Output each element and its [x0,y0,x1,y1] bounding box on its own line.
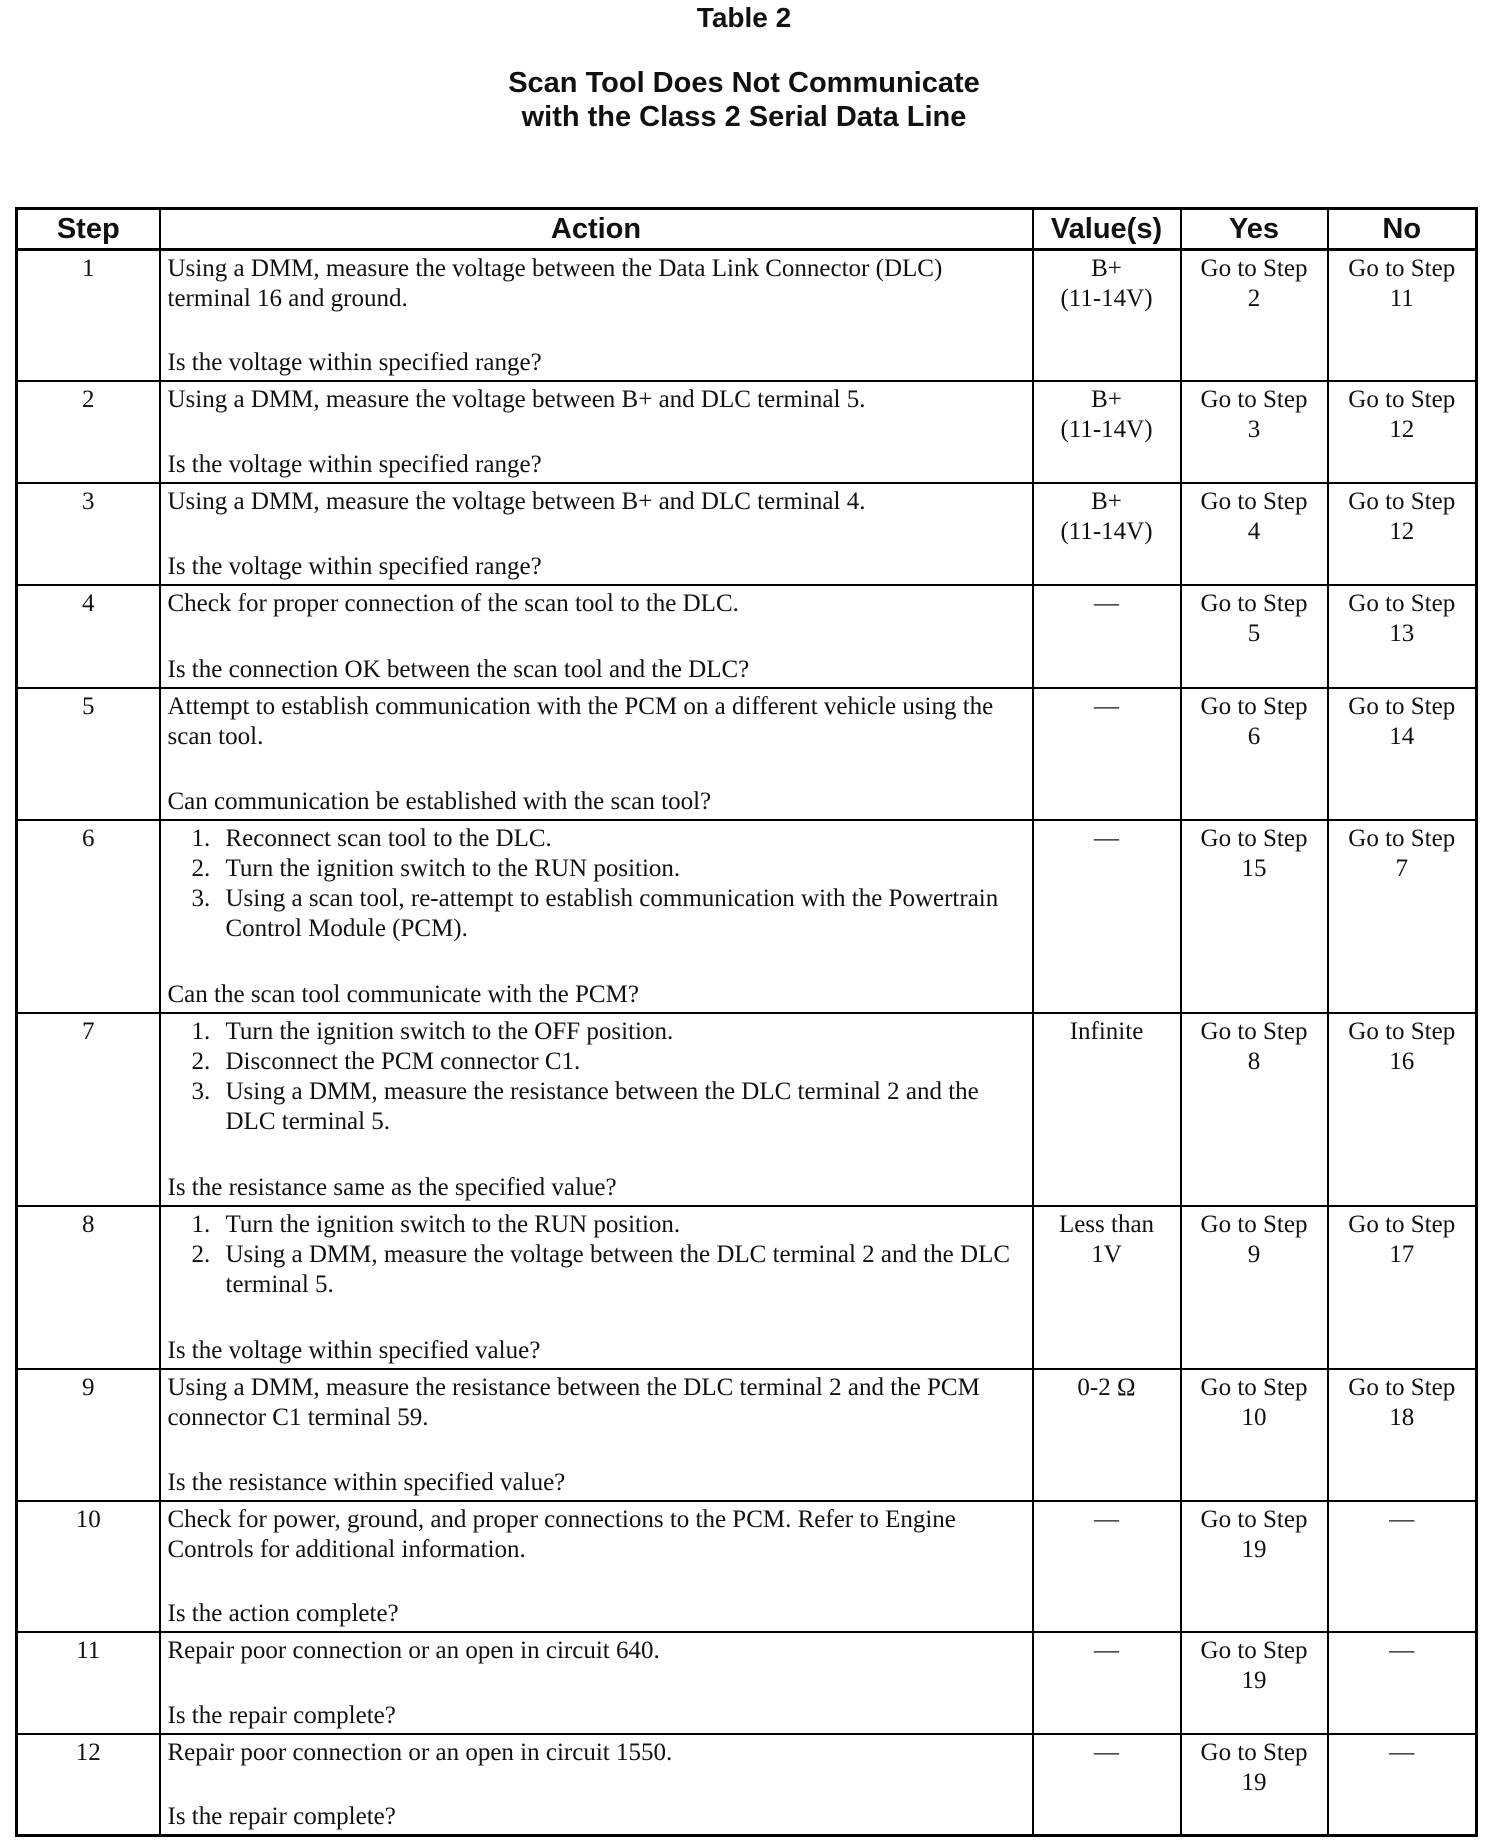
action-question: Is the voltage within specified value? [167,1336,541,1364]
action-list-item [168,1047,1025,1077]
action-list-item [168,1240,1025,1300]
no-cell [1328,820,1477,1013]
value-cell [1033,1632,1181,1734]
value-cell [1033,250,1181,381]
list-number: 3. [191,1077,211,1105]
no-line: 16 [1389,1047,1415,1075]
value-line: — [1094,1738,1119,1766]
yes-line: Go to Step [1200,1017,1308,1045]
column-header-step: Step [17,209,160,250]
table-row [17,1369,1477,1501]
action-text: Attempt to establish communication with the PCM on a different vehicle using the scan tool. [167,692,994,750]
no-cell [1328,1013,1477,1206]
table-title [0,66,1488,134]
list-text: Using a DMM, measure the voltage between the DLC terminal 2 and the DLC terminal 5. [225,1240,1011,1298]
yes-line: Go to Step [1200,385,1308,413]
yes-line: Go to Step [1200,824,1308,852]
action-text: Check for power, ground, and proper connections to the PCM. Refer to Engine Controls for additional information. [167,1505,956,1563]
action-cell [160,820,1033,1013]
action-question: Is the voltage within specified range? [167,348,542,376]
yes-line: 19 [1241,1768,1267,1796]
action-cell [160,381,1033,483]
action-text: Using a DMM, measure the resistance between the DLC terminal 2 and the PCM connector C1 terminal 59. [167,1373,980,1431]
step-number: 6 [17,820,160,1013]
action-cell [160,1632,1033,1734]
value-line: B+ [1091,385,1122,413]
action-list-item [168,854,1025,884]
no-line: — [1389,1738,1415,1766]
list-number: 1. [191,1210,211,1238]
action-question: Can communication be established with the scan tool? [167,787,712,815]
value-line: — [1094,589,1119,617]
yes-line: 10 [1241,1403,1267,1431]
table-label: Table 2 [696,2,792,33]
yes-cell [1181,381,1328,483]
value-line: — [1094,824,1119,852]
action-text: Using a DMM, measure the voltage between B+ and DLC terminal 4. [167,487,866,515]
no-line: 14 [1389,722,1415,750]
step-number: 12 [17,1734,160,1836]
list-text: Using a DMM, measure the resistance between the DLC terminal 2 and the DLC terminal 5. [225,1077,979,1135]
step-number: 9 [17,1369,160,1501]
action-list-item [168,1077,1025,1137]
yes-line: Go to Step [1200,255,1308,282]
yes-cell [1181,1501,1328,1632]
yes-line: Go to Step [1200,487,1308,515]
value-line: 0-2 Ω [1077,1373,1136,1401]
action-list-item [168,1210,1025,1240]
no-cell [1328,1369,1477,1501]
action-text: Check for proper connection of the scan tool to the DLC. [167,589,739,617]
action-list [168,824,1025,944]
step-number: 2 [17,381,160,483]
no-cell [1328,688,1477,820]
yes-line: 9 [1247,1240,1261,1268]
yes-line: 19 [1241,1666,1267,1694]
action-text: Using a DMM, measure the voltage between the Data Link Connector (DLC) terminal 16 and ground. [167,255,943,312]
value-line: — [1094,692,1119,720]
action-question: Is the voltage within specified range? [167,552,542,580]
table-row [17,688,1477,820]
list-text: Turn the ignition switch to the RUN position. [225,1210,681,1238]
no-line: Go to Step [1348,692,1456,720]
action-question: Is the voltage within specified range? [167,450,542,478]
action-cell [160,1013,1033,1206]
yes-cell [1181,820,1328,1013]
list-number: 3. [191,884,211,912]
yes-cell [1181,1013,1328,1206]
yes-cell [1181,483,1328,585]
column-header-no: No [1328,209,1477,250]
yes-line: Go to Step [1200,692,1308,720]
value-cell [1033,381,1181,483]
action-list [168,1017,1025,1137]
yes-line: Go to Step [1200,1636,1308,1664]
yes-cell [1181,585,1328,688]
step-number: 7 [17,1013,160,1206]
no-line: Go to Step [1348,1373,1456,1401]
value-cell [1033,1734,1181,1836]
value-line: (11-14V) [1060,285,1153,312]
no-cell [1328,1206,1477,1369]
yes-cell [1181,1734,1328,1836]
step-number: 1 [17,250,160,381]
value-line: Infinite [1069,1017,1144,1045]
table-row [17,1206,1477,1369]
action-question: Is the resistance within specified value? [167,1468,566,1496]
value-line: B+ [1091,255,1122,282]
no-cell [1328,585,1477,688]
action-cell [160,483,1033,585]
step-number: 4 [17,585,160,688]
title-line: Scan Tool Does Not Communicate [508,67,980,99]
no-line: — [1389,1636,1415,1664]
value-cell [1033,688,1181,820]
step-number: 3 [17,483,160,585]
action-question: Is the repair complete? [167,1701,396,1729]
yes-line: Go to Step [1200,1210,1308,1238]
yes-line: 19 [1241,1535,1267,1563]
yes-cell [1181,688,1328,820]
action-question: Is the resistance same as the specified value? [167,1173,617,1201]
yes-cell [1181,1632,1328,1734]
no-line: Go to Step [1348,1210,1456,1238]
no-cell [1328,483,1477,585]
action-cell [160,1369,1033,1501]
yes-line: 5 [1247,619,1261,647]
value-line: (11-14V) [1060,517,1153,545]
action-list-item [168,824,1025,854]
value-line: 1V [1091,1240,1122,1268]
no-line: — [1389,1505,1415,1533]
value-line: B+ [1091,487,1122,515]
action-cell [160,585,1033,688]
yes-line: Go to Step [1200,1373,1308,1401]
action-cell [160,688,1033,820]
action-list-item [168,884,1025,944]
no-line: 13 [1389,619,1415,647]
action-question: Is the action complete? [167,1599,399,1627]
no-line: Go to Step [1348,385,1456,413]
list-text: Using a scan tool, re-attempt to establish communication with the Powertrain Control Module (PCM). [225,884,999,942]
no-line: Go to Step [1348,255,1456,282]
table-row [17,1013,1477,1206]
yes-line: Go to Step [1200,1505,1308,1533]
no-line: 18 [1389,1403,1415,1431]
list-number: 1. [191,824,211,852]
yes-line: 4 [1247,517,1261,545]
no-line: Go to Step [1348,589,1456,617]
step-number: 5 [17,688,160,820]
list-number: 2. [191,1047,211,1075]
table-row [17,1501,1477,1632]
no-line: 12 [1389,415,1415,443]
action-text: Repair poor connection or an open in circuit 640. [167,1636,660,1664]
action-question: Is the connection OK between the scan tool and the DLC? [167,655,750,683]
value-cell [1033,1206,1181,1369]
step-number: 11 [17,1632,160,1734]
no-line: 12 [1389,517,1415,545]
no-line: 11 [1389,285,1414,312]
no-line: Go to Step [1348,824,1456,852]
no-cell [1328,1734,1477,1836]
action-text: Repair poor connection or an open in circuit 1550. [167,1738,673,1766]
value-cell [1033,483,1181,585]
value-line: — [1094,1505,1119,1533]
value-cell [1033,1501,1181,1632]
column-header-yes: Yes [1181,209,1328,250]
action-list [168,1210,1025,1300]
yes-line: 8 [1247,1047,1261,1075]
list-text: Turn the ignition switch to the OFF position. [225,1017,674,1045]
action-text: Using a DMM, measure the voltage between B+ and DLC terminal 5. [167,385,866,413]
value-line: Less than [1058,1210,1155,1238]
step-number: 10 [17,1501,160,1632]
yes-line: Go to Step [1200,589,1308,617]
yes-cell [1181,1369,1328,1501]
no-cell [1328,250,1477,381]
table-row [17,483,1477,585]
table-row [17,1632,1477,1734]
yes-cell [1181,250,1328,381]
value-cell [1033,1013,1181,1206]
table-row [17,820,1477,1013]
yes-cell [1181,1206,1328,1369]
value-cell [1033,1369,1181,1501]
no-line: 17 [1389,1240,1415,1268]
value-cell [1033,820,1181,1013]
no-line: Go to Step [1348,487,1456,515]
no-cell [1328,1501,1477,1632]
list-number: 2. [191,854,211,882]
column-header-values: Value(s) [1033,209,1181,250]
list-text: Disconnect the PCM connector C1. [225,1047,581,1075]
table-row [17,585,1477,688]
table-row [17,1734,1477,1836]
yes-line: 6 [1247,722,1261,750]
no-line: Go to Step [1348,1017,1456,1045]
yes-line: Go to Step [1200,1738,1308,1766]
value-line: (11-14V) [1060,415,1153,443]
table-row [17,250,1477,381]
action-question: Can the scan tool communicate with the PCM? [167,980,639,1008]
no-cell [1328,1632,1477,1734]
action-list-item [168,1017,1025,1047]
yes-line: 15 [1241,854,1267,882]
action-cell [160,1206,1033,1369]
action-cell [160,1734,1033,1836]
step-number: 8 [17,1206,160,1369]
list-number: 2. [191,1240,211,1268]
action-question: Is the repair complete? [167,1803,396,1830]
table-row [17,381,1477,483]
value-cell [1033,585,1181,688]
list-text: Turn the ignition switch to the RUN position. [225,854,681,882]
value-line: — [1094,1636,1119,1664]
procedure-table [15,207,1478,1837]
title-line: with the Class 2 Serial Data Line [521,101,967,133]
no-cell [1328,381,1477,483]
no-line: 7 [1395,854,1408,882]
yes-line: 2 [1247,285,1261,312]
column-header-action: Action [160,209,1033,250]
list-text: Reconnect scan tool to the DLC. [225,824,552,852]
yes-line: 3 [1247,415,1261,443]
header-row [17,209,1477,250]
action-cell [160,250,1033,381]
action-cell [160,1501,1033,1632]
list-number: 1. [191,1017,211,1045]
